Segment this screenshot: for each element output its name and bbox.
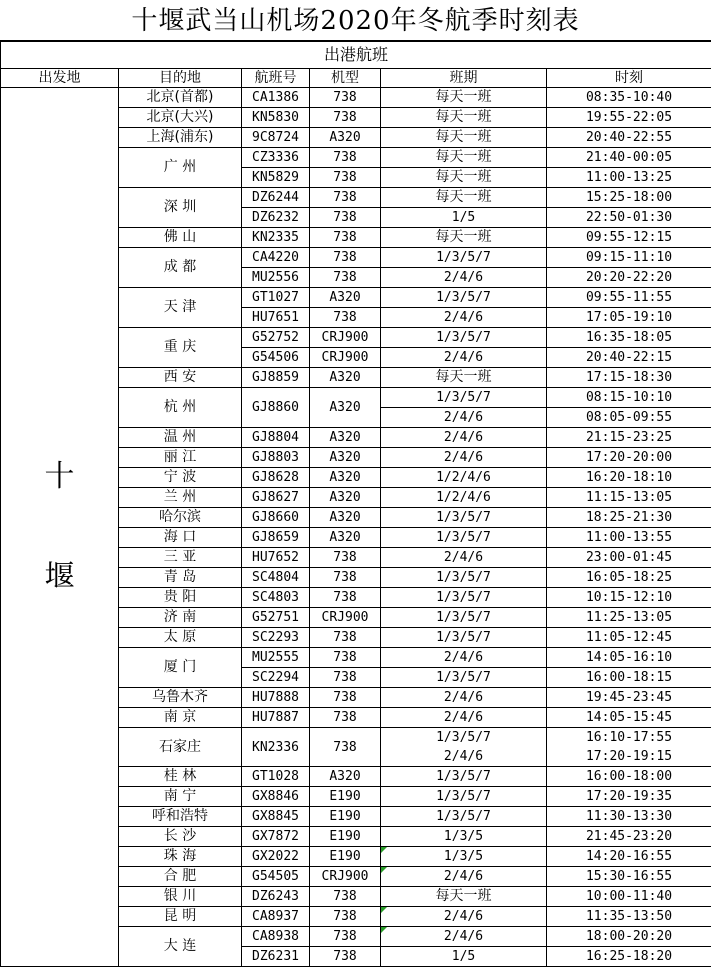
destination-cell: 重 庆 — [119, 328, 242, 368]
aircraft-cell: 738 — [310, 728, 381, 767]
flight-number-cell: GT1027 — [242, 288, 310, 308]
time-line: 17:20-19:15 — [585, 749, 673, 764]
flight-number-cell: CA8937 — [242, 907, 310, 927]
flight-number-cell: GJ8660 — [242, 508, 310, 528]
header-flight: 航班号 — [242, 69, 310, 88]
header-schedule: 班期 — [381, 69, 547, 88]
aircraft-cell: A320 — [310, 128, 381, 148]
time-cell: 22:50-01:30 — [547, 208, 711, 228]
flight-number-cell: HU7651 — [242, 308, 310, 328]
aircraft-cell: 738 — [310, 648, 381, 668]
destination-cell: 珠 海 — [119, 847, 242, 867]
flight-number-cell: GJ8659 — [242, 528, 310, 548]
aircraft-cell: 738 — [310, 548, 381, 568]
time-cell: 14:05-16:10 — [547, 648, 711, 668]
destination-cell: 石家庄 — [119, 728, 242, 767]
schedule-cell: 2/4/6 — [381, 907, 547, 927]
time-line: 16:10-17:55 — [585, 730, 673, 745]
aircraft-cell: 738 — [310, 588, 381, 608]
aircraft-cell: 738 — [310, 208, 381, 228]
flight-number-cell: GJ8803 — [242, 448, 310, 468]
header-destination: 目的地 — [119, 69, 242, 88]
destination-cell: 三 亚 — [119, 548, 242, 568]
flight-number-cell: MU2555 — [242, 648, 310, 668]
destination-cell: 乌鲁木齐 — [119, 688, 242, 708]
time-cell: 10:15-12:10 — [547, 588, 711, 608]
schedule-cell: 每天一班 — [381, 188, 547, 208]
header-row — [1, 69, 711, 88]
schedule-cell: 每天一班 — [381, 128, 547, 148]
flight-number-cell: CZ3336 — [242, 148, 310, 168]
aircraft-cell: CRJ900 — [310, 348, 381, 368]
flight-number-cell: CA4220 — [242, 248, 310, 268]
flight-number-cell: 9C8724 — [242, 128, 310, 148]
time-cell: 08:05-09:55 — [547, 408, 711, 428]
flight-number-cell: SC4803 — [242, 588, 310, 608]
flight-number-cell: G52752 — [242, 328, 310, 348]
time-cell: 08:35-10:40 — [547, 88, 711, 108]
destination-cell: 合 肥 — [119, 867, 242, 887]
destination-cell: 长 沙 — [119, 827, 242, 847]
aircraft-cell: 738 — [310, 927, 381, 947]
section-title: 出港航班 — [1, 41, 711, 69]
table-row — [1, 88, 711, 108]
time-cell: 14:05-15:45 — [547, 708, 711, 728]
aircraft-cell: 738 — [310, 887, 381, 907]
schedule-cell: 1/3/5/7 — [381, 568, 547, 588]
schedule-cell: 2/4/6 — [381, 428, 547, 448]
schedule-cell: 每天一班 — [381, 228, 547, 248]
section-row — [1, 41, 711, 69]
origin-char: 堰 — [44, 559, 75, 594]
aircraft-cell: 738 — [310, 628, 381, 648]
time-cell: 16:00-18:15 — [547, 668, 711, 688]
flight-number-cell: GJ8859 — [242, 368, 310, 388]
destination-cell: 温 州 — [119, 428, 242, 448]
schedule-cell: 1/3/5/7 — [381, 508, 547, 528]
flight-number-cell: DZ6231 — [242, 947, 310, 967]
schedule-cell: 1/3/5/7 — [381, 668, 547, 688]
flight-number-cell: SC2293 — [242, 628, 310, 648]
destination-cell: 济 南 — [119, 608, 242, 628]
time-cell: 09:55-12:15 — [547, 228, 711, 248]
schedule-cell: 每天一班 — [381, 168, 547, 188]
schedule-cell: 2/4/6 — [381, 448, 547, 468]
time-cell: 09:15-11:10 — [547, 248, 711, 268]
flight-number-cell: GJ8628 — [242, 468, 310, 488]
aircraft-cell: 738 — [310, 308, 381, 328]
schedule-cell: 1/5 — [381, 208, 547, 228]
aircraft-cell: CRJ900 — [310, 867, 381, 887]
schedule-cell: 每天一班 — [381, 148, 547, 168]
time-cell: 23:00-01:45 — [547, 548, 711, 568]
flight-number-cell: CA1386 — [242, 88, 310, 108]
destination-cell: 南 京 — [119, 708, 242, 728]
flight-number-cell: GJ8804 — [242, 428, 310, 448]
aircraft-cell: 738 — [310, 907, 381, 927]
schedule-cell: 1/3/5/7 — [381, 328, 547, 348]
destination-cell: 海 口 — [119, 528, 242, 548]
aircraft-cell: A320 — [310, 488, 381, 508]
aircraft-cell: CRJ900 — [310, 608, 381, 628]
destination-cell: 银 川 — [119, 887, 242, 907]
destination-cell: 杭 州 — [119, 388, 242, 428]
time-cell: 08:15-10:10 — [547, 388, 711, 408]
schedule-cell: 1/3/5 — [381, 827, 547, 847]
time-cell: 15:25-18:00 — [547, 188, 711, 208]
origin-cell — [1, 88, 119, 967]
flight-number-cell: G54506 — [242, 348, 310, 368]
header-aircraft: 机型 — [310, 69, 381, 88]
schedule-cell: 每天一班 — [381, 368, 547, 388]
flight-number-cell: GX2022 — [242, 847, 310, 867]
time-cell: 16:00-18:00 — [547, 767, 711, 787]
schedule-cell — [381, 728, 547, 767]
time-cell: 20:20-22:20 — [547, 268, 711, 288]
time-cell: 15:30-16:55 — [547, 867, 711, 887]
flight-number-cell: DZ6232 — [242, 208, 310, 228]
destination-cell: 太 原 — [119, 628, 242, 648]
flight-number-cell: GX8846 — [242, 787, 310, 807]
schedule-line: 1/3/5/7 — [436, 730, 491, 745]
time-cell: 16:20-18:10 — [547, 468, 711, 488]
flight-number-cell: HU7887 — [242, 708, 310, 728]
flight-number-cell: CA8938 — [242, 927, 310, 947]
schedule-cell: 2/4/6 — [381, 548, 547, 568]
time-cell: 17:05-19:10 — [547, 308, 711, 328]
schedule-cell: 1/3/5 — [381, 847, 547, 867]
aircraft-cell: E190 — [310, 807, 381, 827]
time-cell: 21:40-00:05 — [547, 148, 711, 168]
schedule-cell: 1/3/5/7 — [381, 588, 547, 608]
destination-cell: 厦 门 — [119, 648, 242, 688]
time-cell: 09:55-11:55 — [547, 288, 711, 308]
aircraft-cell: A320 — [310, 388, 381, 428]
time-cell: 17:20-20:00 — [547, 448, 711, 468]
schedule-cell: 2/4/6 — [381, 408, 547, 428]
aircraft-cell: 738 — [310, 668, 381, 688]
aircraft-cell: 738 — [310, 268, 381, 288]
time-cell — [547, 728, 711, 767]
time-cell: 21:45-23:20 — [547, 827, 711, 847]
flight-number-cell: GJ8627 — [242, 488, 310, 508]
flight-number-cell: HU7888 — [242, 688, 310, 708]
destination-cell: 广 州 — [119, 148, 242, 188]
time-cell: 21:15-23:25 — [547, 428, 711, 448]
schedule-cell: 1/3/5/7 — [381, 248, 547, 268]
aircraft-cell: E190 — [310, 847, 381, 867]
time-cell: 18:25-21:30 — [547, 508, 711, 528]
destination-cell: 昆 明 — [119, 907, 242, 927]
time-cell: 16:25-18:20 — [547, 947, 711, 967]
time-cell: 11:15-13:05 — [547, 488, 711, 508]
flight-number-cell: SC2294 — [242, 668, 310, 688]
aircraft-cell: 738 — [310, 708, 381, 728]
aircraft-cell: CRJ900 — [310, 328, 381, 348]
time-cell: 11:00-13:25 — [547, 168, 711, 188]
schedule-cell: 1/3/5/7 — [381, 807, 547, 827]
flight-number-cell: KN5830 — [242, 108, 310, 128]
schedule-cell: 1/3/5/7 — [381, 767, 547, 787]
schedule-cell: 2/4/6 — [381, 308, 547, 328]
schedule-cell: 2/4/6 — [381, 348, 547, 368]
destination-cell: 上海(浦东) — [119, 128, 242, 148]
destination-cell: 青 岛 — [119, 568, 242, 588]
aircraft-cell: A320 — [310, 288, 381, 308]
destination-cell: 北京(大兴) — [119, 108, 242, 128]
time-cell: 20:40-22:15 — [547, 348, 711, 368]
aircraft-cell: 738 — [310, 88, 381, 108]
destination-cell: 桂 林 — [119, 767, 242, 787]
aircraft-cell: 738 — [310, 688, 381, 708]
schedule-cell: 1/3/5/7 — [381, 288, 547, 308]
aircraft-cell: 738 — [310, 248, 381, 268]
origin-gap — [1, 497, 118, 557]
schedule-cell: 1/2/4/6 — [381, 468, 547, 488]
flight-number-cell: KN2335 — [242, 228, 310, 248]
destination-cell: 北京(首都) — [119, 88, 242, 108]
flight-number-cell: SC4804 — [242, 568, 310, 588]
time-cell: 18:00-20:20 — [547, 927, 711, 947]
time-cell: 17:15-18:30 — [547, 368, 711, 388]
time-cell: 11:00-13:55 — [547, 528, 711, 548]
schedule-cell: 2/4/6 — [381, 268, 547, 288]
destination-cell: 深 圳 — [119, 188, 242, 228]
schedule-cell: 每天一班 — [381, 108, 547, 128]
aircraft-cell: 738 — [310, 148, 381, 168]
destination-cell: 丽 江 — [119, 448, 242, 468]
flight-number-cell: HU7652 — [242, 548, 310, 568]
flight-number-cell: GX8845 — [242, 807, 310, 827]
flight-number-cell: MU2556 — [242, 268, 310, 288]
header-origin: 出发地 — [1, 69, 119, 88]
schedule-cell: 2/4/6 — [381, 927, 547, 947]
destination-cell: 佛 山 — [119, 228, 242, 248]
aircraft-cell: A320 — [310, 528, 381, 548]
aircraft-cell: E190 — [310, 787, 381, 807]
schedule-cell: 1/3/5/7 — [381, 787, 547, 807]
aircraft-cell: A320 — [310, 468, 381, 488]
schedule-cell: 1/3/5/7 — [381, 528, 547, 548]
destination-cell: 宁 波 — [119, 468, 242, 488]
flight-number-cell: GX7872 — [242, 827, 310, 847]
aircraft-cell: A320 — [310, 428, 381, 448]
aircraft-cell: A320 — [310, 448, 381, 468]
aircraft-cell: A320 — [310, 767, 381, 787]
schedule-cell: 1/3/5/7 — [381, 628, 547, 648]
aircraft-cell: 738 — [310, 228, 381, 248]
origin-char: 十 — [44, 459, 75, 494]
aircraft-cell: A320 — [310, 508, 381, 528]
time-cell: 14:20-16:55 — [547, 847, 711, 867]
flight-number-cell: GJ8860 — [242, 388, 310, 428]
destination-cell: 南 宁 — [119, 787, 242, 807]
time-cell: 11:30-13:30 — [547, 807, 711, 827]
time-cell: 20:40-22:55 — [547, 128, 711, 148]
aircraft-cell: 738 — [310, 168, 381, 188]
schedule-cell: 每天一班 — [381, 88, 547, 108]
aircraft-cell: 738 — [310, 108, 381, 128]
flight-number-cell: G52751 — [242, 608, 310, 628]
destination-cell: 兰 州 — [119, 488, 242, 508]
schedule-cell: 1/3/5/7 — [381, 608, 547, 628]
time-cell: 11:35-13:50 — [547, 907, 711, 927]
schedule-cell: 2/4/6 — [381, 648, 547, 668]
aircraft-cell: 738 — [310, 568, 381, 588]
time-cell: 10:00-11:40 — [547, 887, 711, 907]
destination-cell: 哈尔滨 — [119, 508, 242, 528]
schedule-cell: 2/4/6 — [381, 708, 547, 728]
flight-number-cell: G54505 — [242, 867, 310, 887]
schedule-line: 2/4/6 — [443, 749, 484, 764]
time-cell: 19:55-22:05 — [547, 108, 711, 128]
flight-number-cell: DZ6244 — [242, 188, 310, 208]
flight-number-cell: GT1028 — [242, 767, 310, 787]
page-title: 十堰武当山机场2020年冬航季时刻表 — [131, 6, 580, 36]
header-time: 时刻 — [547, 69, 711, 88]
destination-cell: 贵 阳 — [119, 588, 242, 608]
schedule-cell: 2/4/6 — [381, 867, 547, 887]
departure-timetable — [0, 40, 711, 967]
destination-cell: 大 连 — [119, 927, 242, 967]
aircraft-cell: 738 — [310, 947, 381, 967]
destination-cell: 西 安 — [119, 368, 242, 388]
time-cell: 19:45-23:45 — [547, 688, 711, 708]
time-cell: 11:25-13:05 — [547, 608, 711, 628]
schedule-cell: 2/4/6 — [381, 688, 547, 708]
aircraft-cell: E190 — [310, 827, 381, 847]
destination-cell: 呼和浩特 — [119, 807, 242, 827]
destination-cell: 天 津 — [119, 288, 242, 328]
time-cell: 11:05-12:45 — [547, 628, 711, 648]
destination-cell: 成 都 — [119, 248, 242, 288]
time-cell: 17:20-19:35 — [547, 787, 711, 807]
time-cell: 16:35-18:05 — [547, 328, 711, 348]
aircraft-cell: 738 — [310, 188, 381, 208]
aircraft-cell: A320 — [310, 368, 381, 388]
flight-number-cell: KN2336 — [242, 728, 310, 767]
schedule-cell: 每天一班 — [381, 887, 547, 907]
schedule-cell: 1/3/5/7 — [381, 388, 547, 408]
schedule-cell: 1/2/4/6 — [381, 488, 547, 508]
schedule-cell: 1/5 — [381, 947, 547, 967]
time-cell: 16:05-18:25 — [547, 568, 711, 588]
flight-number-cell: KN5829 — [242, 168, 310, 188]
flight-number-cell: DZ6243 — [242, 887, 310, 907]
